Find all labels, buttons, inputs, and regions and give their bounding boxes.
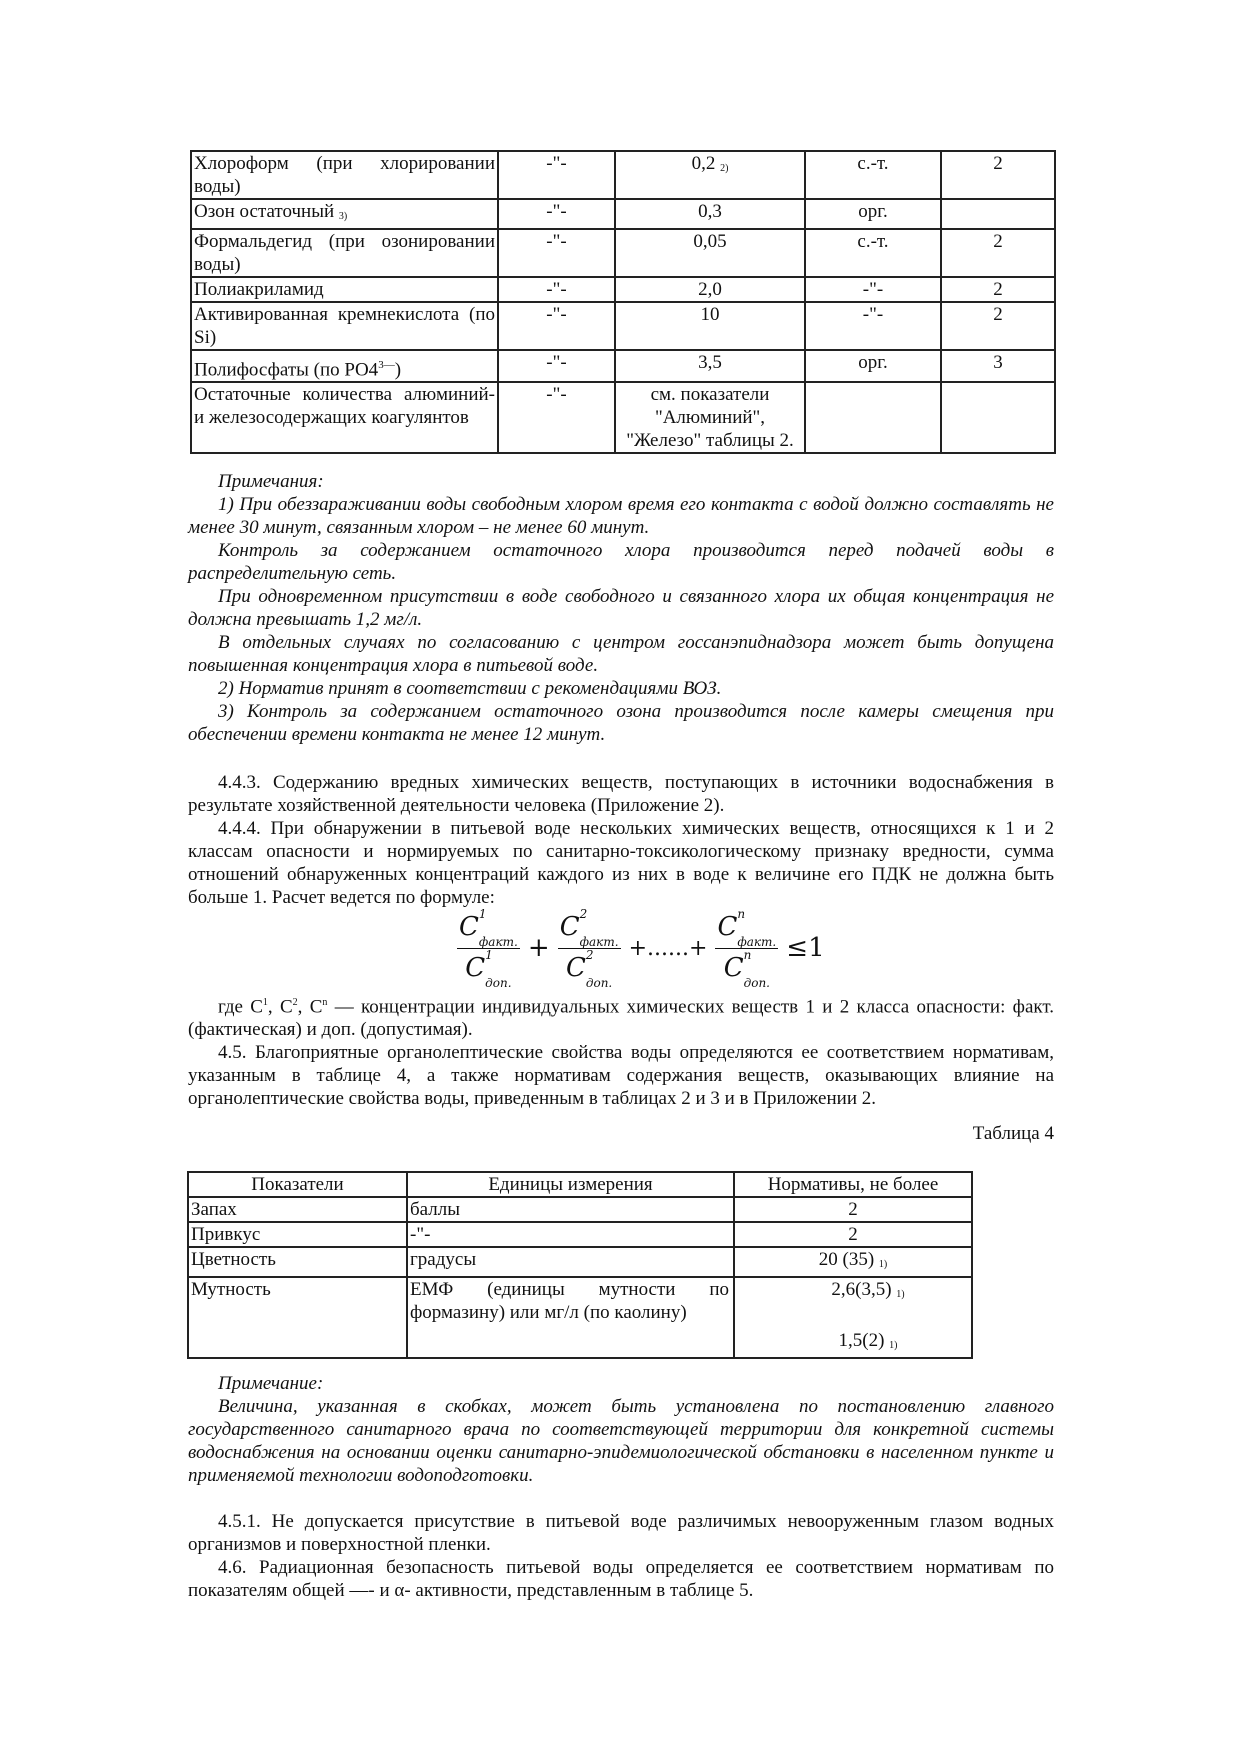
notes-section-2 bbox=[188, 1372, 1054, 1487]
footnote-ref: 2) bbox=[720, 163, 729, 174]
table-4-caption: Таблица 4 bbox=[972, 1123, 1054, 1144]
norm-cell: 2 bbox=[734, 1222, 972, 1247]
ellipsis-operator: +......+ bbox=[628, 935, 708, 961]
norm-cell: 2 bbox=[734, 1197, 972, 1222]
body-section-1 bbox=[188, 771, 1054, 909]
table-3-continued bbox=[190, 150, 1056, 454]
hazard-class-cell bbox=[941, 199, 1055, 229]
table-row bbox=[191, 277, 1055, 302]
hazard-class-cell bbox=[941, 382, 1055, 453]
column-header: Показатели bbox=[188, 1172, 407, 1197]
hazard-sign-cell: -"- bbox=[805, 277, 941, 302]
hazard-sign-cell bbox=[805, 382, 941, 453]
fraction-1: $C^1$ $_{факт.}$ $C^1$ $_{доп.}$ bbox=[459, 907, 518, 990]
note-item: 3) Контроль за содержанием остаточного озона производится после камеры смещения при обеспечении времени контакта не менее 12 минут. bbox=[188, 701, 1054, 745]
table-row bbox=[188, 1222, 972, 1247]
note-item: В отдельных случаях по согласованию с центром госсанэпиднадзора может быть допущена повышенная концентрация хлора в питьевой воде. bbox=[188, 632, 1054, 676]
note-item: 1) При обеззараживании воды свободным хлором время его контакта с водой должно составлять не менее 30 минут, связанным хлором – не менее 60 минут. bbox=[188, 494, 1054, 538]
paragraph-4-6: 4.6. Радиационная безопасность питьевой воды определяется ее соответствием нормативам по показателям общей —- и α- активности, представленным в таблице 5. bbox=[188, 1557, 1054, 1601]
note-item: 2) Норматив принят в соответствии с рекомендациями ВОЗ. bbox=[218, 678, 722, 699]
notes-title: Примечания: bbox=[218, 471, 324, 492]
unit-cell: -"- bbox=[498, 151, 615, 199]
unit-cell: -"- bbox=[498, 229, 615, 277]
norm-cell: 2,6(3,5) $_{1)}$ 1,5(2) $_{1)}$ bbox=[734, 1277, 972, 1358]
unit-cell: -"- bbox=[498, 382, 615, 453]
leq-one: ≤1 bbox=[786, 933, 825, 964]
hazard-sign-cell: с.-т. bbox=[805, 151, 941, 199]
fraction-n: $C^n$ $_{факт.}$ $C^n$ $_{доп.}$ bbox=[717, 907, 777, 990]
notes-section bbox=[188, 470, 1054, 746]
indicator-name: Полиакриламид bbox=[191, 277, 498, 302]
indicator-name: Остаточные количества алюминий- и железосодержащих коагулянтов bbox=[191, 382, 498, 453]
table-row bbox=[188, 1277, 972, 1358]
unit-cell: градусы bbox=[407, 1247, 734, 1277]
body-section-2 bbox=[188, 991, 1054, 1110]
note-item: Контроль за содержанием остаточного хлора производится перед подачей воды в распределительную сеть. bbox=[188, 540, 1054, 584]
value-cell: 0,3 bbox=[615, 199, 805, 229]
paragraph-4-5: 4.5. Благоприятные органолептические свойства воды определяются ее соответствием нормативам, указанным в таблице 4, а также нормативам содержания веществ, оказывающих влияние на органолептические свойства воды, приведенным в таблицах 2 и 3 и в Приложении 2. bbox=[188, 1042, 1054, 1110]
unit-cell: -"- bbox=[498, 350, 615, 382]
table-row bbox=[191, 151, 1055, 199]
value-cell: 3,5 bbox=[615, 350, 805, 382]
hazard-class-cell: 2 bbox=[941, 277, 1055, 302]
hazard-class-cell: 2 bbox=[941, 229, 1055, 277]
indicator-name: Запах bbox=[188, 1197, 407, 1222]
table-row bbox=[191, 229, 1055, 277]
table-row bbox=[188, 1197, 972, 1222]
value-cell: 0,05 bbox=[615, 229, 805, 277]
indicator-name: Цветность bbox=[188, 1247, 407, 1277]
indicator-name: Хлороформ (при хлорировании воды) bbox=[191, 151, 498, 199]
unit-cell: -"- bbox=[407, 1222, 734, 1247]
paragraph-4-5-1: 4.5.1. Не допускается присутствие в питьевой воде различимых невооруженным глазом водных организмов и поверхностной пленки. bbox=[188, 1511, 1054, 1555]
hazard-sign-cell: орг. bbox=[805, 350, 941, 382]
plus-operator: + bbox=[527, 933, 550, 964]
column-header: Единицы измерения bbox=[407, 1172, 734, 1197]
hazard-sign-cell: орг. bbox=[805, 199, 941, 229]
unit-cell: -"- bbox=[498, 302, 615, 350]
unit-cell: баллы bbox=[407, 1197, 734, 1222]
table-row bbox=[191, 382, 1055, 453]
table-row bbox=[188, 1247, 972, 1277]
norm-cell: 20 (35) $_{1)}$ bbox=[734, 1247, 972, 1277]
column-header: Нормативы, не более bbox=[734, 1172, 972, 1197]
indicator-name: Мутность bbox=[188, 1277, 407, 1358]
notes-title: Примечание: bbox=[218, 1373, 324, 1394]
indicator-name: Активированная кремнекислота (по Si) bbox=[191, 302, 498, 350]
note-text: Величина, указанная в скобках, может быть установлена по постановлению главного государственного санитарного врача по соответствующей территории для конкретной системы водоснабжения на основании оценки санитарно-эпидемиологической обстановки в населенном пункте и применяемой технологии водоподготовки. bbox=[188, 1396, 1054, 1486]
formula-legend: где $C^1$, $C^2$, $C^n$ — концентрации индивидуальных химических веществ 1 и 2 класса опасности: факт. (фактическая) и доп. (допустимая). bbox=[188, 996, 1054, 1041]
table-4 bbox=[187, 1171, 973, 1359]
footnote-ref: 3) bbox=[338, 211, 348, 222]
indicator-name: Озон остаточный $_{3)}$ bbox=[191, 199, 498, 229]
indicator-name: Полифосфаты (по $PO4^{3—}$) bbox=[191, 350, 498, 382]
sum-ratio-formula bbox=[455, 908, 825, 989]
hazard-sign-cell: с.-т. bbox=[805, 229, 941, 277]
hazard-class-cell: 3 bbox=[941, 350, 1055, 382]
table-header-row bbox=[188, 1172, 972, 1197]
body-section-3 bbox=[188, 1510, 1054, 1602]
table-row bbox=[191, 302, 1055, 350]
note-item: При одновременном присутствии в воде свободного и связанного хлора их общая концентрация не должна превышать 1,2 мг/л. bbox=[188, 586, 1054, 630]
table-row bbox=[191, 199, 1055, 229]
indicator-name: Формальдегид (при озонировании воды) bbox=[191, 229, 498, 277]
hazard-class-cell: 2 bbox=[941, 302, 1055, 350]
hazard-class-cell: 2 bbox=[941, 151, 1055, 199]
table-row bbox=[191, 350, 1055, 382]
fraction-2: $C^2$ $_{факт.}$ $C^2$ $_{доп.}$ bbox=[559, 907, 619, 990]
hazard-sign-cell: -"- bbox=[805, 302, 941, 350]
unit-cell: -"- bbox=[498, 199, 615, 229]
paragraph-4-4-3: 4.4.3. Содержанию вредных химических веществ, поступающих в источники водоснабжения в результате хозяйственной деятельности человека (Приложение 2). bbox=[188, 772, 1054, 816]
value-cell: 0,2 $_{2)}$ bbox=[615, 151, 805, 199]
unit-cell: -"- bbox=[498, 277, 615, 302]
value-cell: 2,0 bbox=[615, 277, 805, 302]
paragraph-4-4-4: 4.4.4. При обнаружении в питьевой воде нескольких химических веществ, относящихся к 1 и 2 классам опасности и нормируемых по санитарно-токсикологическому признаку вредности, сумма отношений обнаруженных концентраций каждого из них в воде к величине его ПДК не должна быть больше 1. Расчет ведется по формуле: bbox=[188, 818, 1054, 908]
unit-cell: ЕМФ (единицы мутности по формазину) или мг/л (по каолину) bbox=[407, 1277, 734, 1358]
value-cell: 10 bbox=[615, 302, 805, 350]
value-cell: см. показатели "Алюминий", "Железо" таблицы 2. bbox=[615, 382, 805, 453]
indicator-name: Привкус bbox=[188, 1222, 407, 1247]
